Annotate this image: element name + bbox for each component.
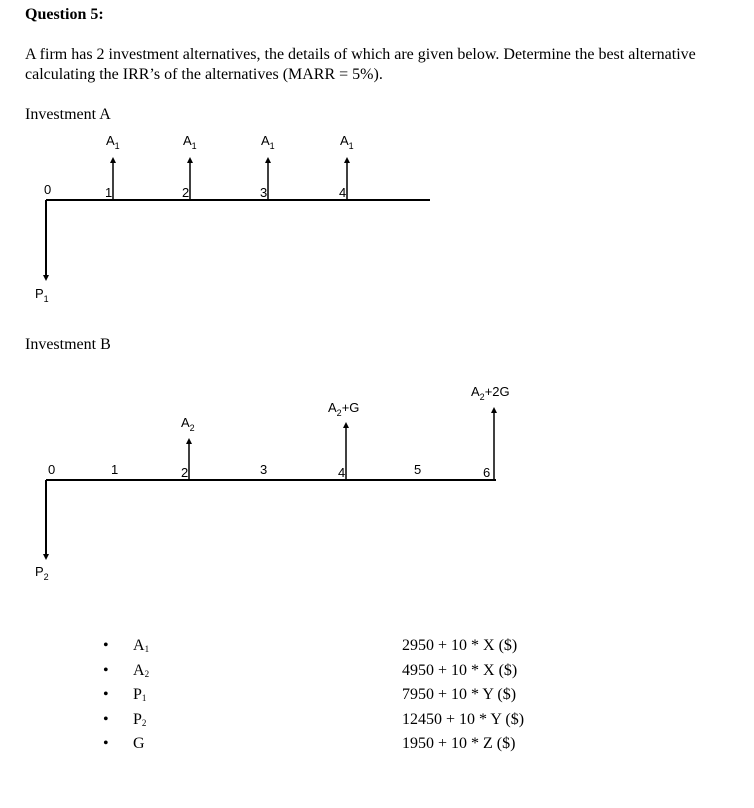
investment-a-label: Investment A	[25, 106, 111, 123]
variable-name: $P_2$	[133, 710, 147, 728]
investment-a-period-4: 4	[339, 185, 347, 200]
bullet-icon: •	[103, 710, 109, 728]
bullet-icon: •	[103, 661, 109, 679]
investment-a-inflow-label-2: $A_1$	[183, 133, 197, 151]
investment-b-inflow-label-2: $A_2$	[181, 415, 195, 433]
investment-b-outflow-label: $P_2$	[35, 564, 49, 582]
investment-a-inflow-label-3: $A_1$	[261, 133, 275, 151]
investment-a-diagram	[35, 133, 430, 304]
bullet-icon: •	[103, 735, 109, 752]
investment-b-period-5: 5	[414, 462, 422, 477]
investment-a-period-0: 0	[44, 182, 52, 197]
variable-value: 7950 + 10 * Y ($)	[402, 686, 517, 703]
investment-b-label: Investment B	[25, 336, 111, 353]
investment-a-inflow-label-4: $A_1$	[340, 133, 354, 151]
variable-value: 4950 + 10 * X ($)	[402, 661, 518, 679]
question-title: Question 5:	[25, 6, 104, 23]
variable-value: 12450 + 10 * Y ($)	[402, 710, 525, 728]
investment-a-inflow-label-1: $A_1$	[106, 133, 120, 151]
investment-a-outflow-label: $P_1$	[35, 286, 49, 304]
bullet-icon: •	[103, 686, 109, 703]
investment-b-diagram	[35, 384, 510, 582]
variable-name: $A_1$	[133, 637, 150, 654]
variable-name: $P_1$	[133, 686, 147, 703]
variable-name: $A_2$	[133, 661, 150, 679]
investment-b-period-0: 0	[48, 462, 56, 477]
bullet-icon: •	[103, 637, 109, 654]
investment-b-period-3: 3	[260, 462, 268, 477]
investment-a-period-3: 3	[260, 185, 268, 200]
variable-name: G	[133, 735, 145, 752]
variable-value: 1950 + 10 * Z ($)	[402, 735, 516, 752]
investment-a-period-1: 1	[105, 185, 113, 200]
question-intro: A firm has 2 investment alternatives, the details of which are given below. Determine the best alternative calculating the IRR’s of the alternatives (MARR = 5%).	[25, 46, 696, 83]
variable-value: 2950 + 10 * X ($)	[402, 637, 518, 654]
investment-b-inflow-label-4: $A_2+G$	[328, 400, 360, 418]
investment-b-period-2: 2	[181, 465, 189, 480]
investment-b-inflow-label-6: $A_2+2G$	[471, 384, 510, 402]
investment-b-period-1: 1	[111, 462, 119, 477]
investment-a-period-2: 2	[182, 185, 190, 200]
investment-b-period-4: 4	[338, 465, 346, 480]
investment-b-period-6: 6	[483, 465, 491, 480]
variable-values	[402, 634, 524, 757]
